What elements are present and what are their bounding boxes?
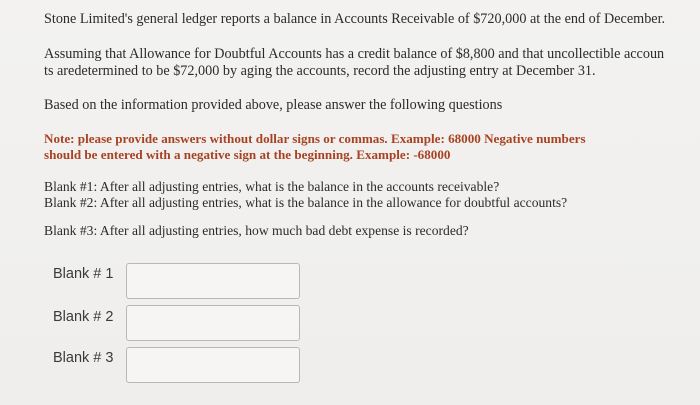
question-assumption-line-1: Assuming that Allowance for Doubtful Accounts has a credit balance of $8,800 and that uncollectible accoun: [44, 46, 665, 62]
blank-1-question: Blank #1: After all adjusting entries, what is the balance in the accounts receivable?: [44, 179, 500, 194]
blank-3-label: Blank # 3: [53, 350, 114, 366]
blank-1-input[interactable]: [126, 263, 300, 299]
answer-format-note: [44, 131, 586, 163]
answer-format-note-line-2: should be entered with a negative sign at the beginning. Example: -68000: [44, 147, 451, 162]
answer-format-note-line-1: Note: please provide answers without dollar signs or commas. Example: 68000 Negative numbers: [44, 131, 586, 146]
blank-1-label: Blank # 1: [53, 266, 114, 282]
blank-2-input[interactable]: [126, 305, 300, 341]
blank-3-question: Blank #3: After all adjusting entries, how much bad debt expense is recorded?: [44, 223, 469, 238]
question-assumption: [44, 46, 664, 80]
blank-3-input[interactable]: [126, 347, 300, 383]
blank-2-question: Blank #2: After all adjusting entries, what is the balance in the allowance for doubtful accounts?: [44, 195, 568, 210]
question-intro: Stone Limited's general ledger reports a balance in Accounts Receivable of $720,000 at the end of December.: [44, 11, 666, 27]
blank-2-label: Blank # 2: [53, 309, 114, 325]
question-instruction: Based on the information provided above, please answer the following questions: [44, 97, 503, 113]
question-assumption-line-2: ts aredetermined to be $72,000 by aging the accounts, record the adjusting entry at December 31.: [44, 63, 596, 79]
